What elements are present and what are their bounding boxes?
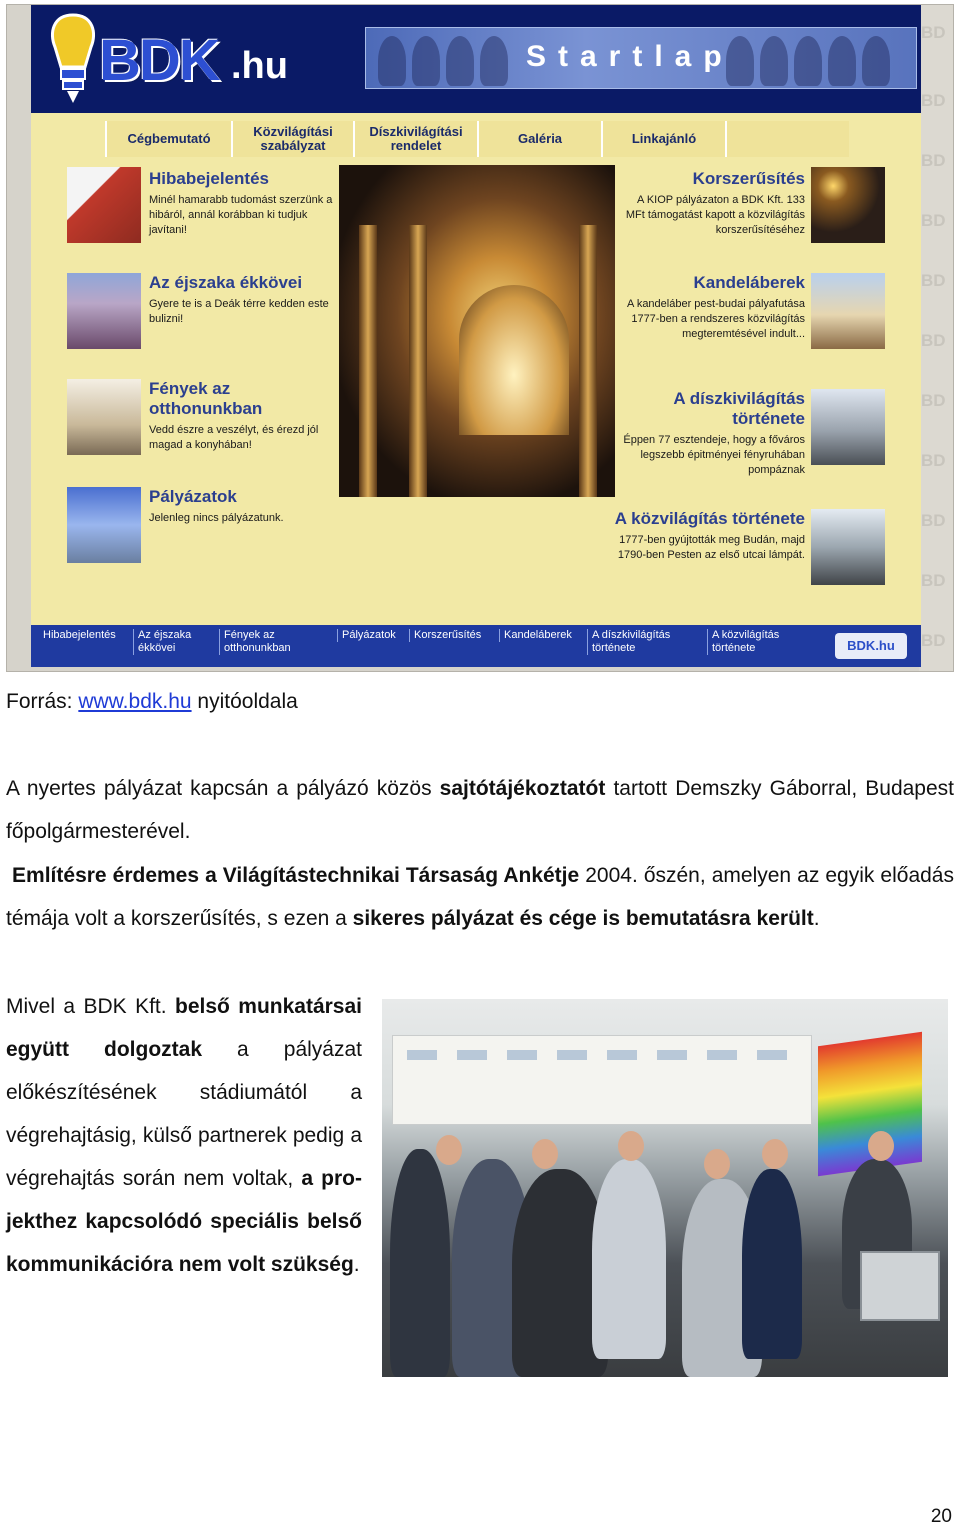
parliament-night-photo [339, 165, 615, 497]
watermark-text: BD [921, 451, 946, 470]
bdk-homepage [31, 5, 921, 667]
text-run: tartott Demszky Gáborral, Budapest főpolgármesterével. [6, 777, 954, 843]
block-text: Jelenleg nincs pályázatunk. [149, 512, 284, 524]
block-text: Gyere te is a Deák térre kedden este bulizni! [149, 298, 329, 325]
source-link[interactable]: www.bdk.hu [78, 690, 192, 713]
text-run: 2004. őszén, amelyen az egyik előadás témája volt a korszerűsítés, s ezen a [6, 864, 954, 930]
block-text: Minél hamarabb tudomást szerzünk a hibáról, annál korábban ki tudjuk javítani! [149, 194, 333, 236]
text-run: A nyertes pályázat kapcsán a pályázó közös [6, 777, 440, 800]
lightbulb-icon [45, 11, 101, 107]
watermark-strip [919, 5, 953, 671]
block-ejszaka-ekkovei[interactable] [149, 273, 333, 327]
bottom-link-ejszaka[interactable]: Az éjszaka ékkövei [133, 629, 219, 655]
bottom-link-kandelaberek[interactable]: Kandeláberek [499, 629, 587, 642]
nav-item-diszkivilagitasi-rendelet[interactable]: Díszkivilágítási rendelet [353, 121, 477, 157]
nav-item-kozvilagitasi-szabalyzat[interactable]: Közvilágítási szabályzat [231, 121, 353, 157]
kitchen-thumbnail[interactable] [67, 379, 141, 455]
logo-domain: .hu [231, 45, 288, 87]
text-run: a pályázat előkészítésének stádiumától a végrehajtásig, külső partnerek pedig a végrehajtás során nem voltak, [6, 1038, 362, 1190]
watermark-text: BD [921, 511, 946, 530]
nav-item-cegbemutato[interactable]: Cégbemutató [105, 121, 231, 157]
block-palyazatok[interactable] [149, 487, 333, 526]
watermark-text: BD [921, 151, 946, 170]
kandelaber-thumbnail[interactable] [811, 273, 885, 349]
paragraph-press-conference [6, 767, 954, 853]
watermark-text: BD [921, 571, 946, 590]
text-run: . [353, 1253, 360, 1276]
laptop-icon [860, 1251, 940, 1321]
watermark-text: BD [921, 631, 946, 650]
logo-text[interactable]: BDK [99, 28, 219, 93]
bottom-logo[interactable]: BDK.hu [835, 633, 907, 659]
caption-suffix: nyitóoldala [191, 690, 298, 713]
street-thumbnail[interactable] [811, 509, 885, 585]
bottom-link-palyazatok[interactable]: Pályázatok [337, 629, 411, 642]
block-fenyek-otthonunkban[interactable] [149, 379, 333, 453]
block-title[interactable]: Kandeláberek [693, 273, 805, 292]
watermark-text: BD [921, 331, 946, 350]
conference-audience-photo [382, 999, 948, 1377]
bottom-nav [31, 625, 921, 667]
site-header [31, 5, 921, 113]
block-title[interactable]: Az éjszaka ékkövei [149, 273, 303, 292]
block-text: A KIOP pályázaton a BDK Kft. 133 MFt támogatást kapott a közvilágítás korszerűsítéséhez [625, 194, 805, 236]
bold-run: belső munkatársai együtt dolgoztak [6, 995, 362, 1061]
watermark-text: BD [921, 271, 946, 290]
bottom-link-diszkivilagitas[interactable]: A díszkivilágítás története [587, 629, 703, 655]
bold-run: sikeres pályázat és cége is bemutatásra került [352, 907, 814, 930]
text-run: . [813, 907, 820, 930]
header-banner [365, 27, 917, 89]
bold-run: a projekthez kapcsolódó speciális belső kommunikációra nem volt szükség [6, 1167, 363, 1276]
figure-caption [6, 688, 298, 716]
bold-run: Említésre érdemes a Világítástechnikai Társaság Ankétje [12, 864, 580, 887]
watermark-text: BD [921, 391, 946, 410]
watermark-text: BD [921, 91, 946, 110]
banner-title: Startlap [526, 40, 734, 73]
bottom-link-hibabejelentes[interactable]: Hibabejelentés [43, 629, 116, 641]
night-building-thumbnail[interactable] [67, 273, 141, 349]
text-run: Mivel a BDK Kft. [6, 995, 176, 1018]
block-text: Vedd észre a veszélyt, és érezd jól magad a konyhában! [149, 424, 319, 451]
paragraph-internal-communication [6, 985, 362, 1286]
castle-thumbnail[interactable] [811, 389, 885, 465]
block-text: A kandeláber pest-budai pályafutása 1777-ben a rendszeres közvilágítás megteremtésével indult... [627, 298, 805, 340]
block-title[interactable]: Fények az otthonunkban [149, 379, 263, 418]
paragraph-anket [6, 854, 954, 940]
watermark-text: BD [921, 23, 946, 42]
caption-prefix: Forrás: [6, 690, 79, 713]
bottom-link-fenyek[interactable]: Fények az otthonunkban [219, 629, 331, 655]
watermark-text: BD [921, 211, 946, 230]
block-text: Éppen 77 esztendeje, hogy a főváros legszebb épitményei fényruhában pompáznak [623, 434, 805, 476]
block-diszkivilagitas-tortenete[interactable] [621, 389, 805, 478]
bold-run: sajtótájékoztatót [439, 777, 606, 800]
block-title[interactable]: Hibabejelentés [149, 169, 269, 188]
bottom-link-korszerusites[interactable]: Korszerűsítés [409, 629, 501, 642]
block-hibabejelentes[interactable] [149, 169, 333, 238]
worker-thumbnail[interactable] [67, 167, 141, 243]
block-title[interactable]: A díszkivilágítás története [673, 389, 805, 428]
block-korszerusites[interactable] [621, 169, 805, 238]
nav-item-galeria[interactable]: Galéria [477, 121, 601, 157]
bottom-link-kozvilagitas[interactable]: A közvilágítás története [707, 629, 819, 655]
nav-item-empty [725, 121, 849, 157]
block-text: 1777-ben gyújtották meg Budán, majd 1790-ben Pesten az első utcai lámpát. [617, 534, 805, 561]
block-title[interactable]: Korszerűsítés [692, 169, 805, 188]
nav-item-linkajanlo[interactable]: Linkajánló [601, 121, 725, 157]
old-lamp-thumbnail[interactable] [811, 167, 885, 243]
block-title[interactable]: Pályázatok [149, 487, 237, 506]
page-number: 20 [930, 1506, 952, 1527]
top-nav [105, 121, 905, 157]
block-kandelaberek[interactable] [621, 273, 805, 342]
street-lamps-thumbnail[interactable] [67, 487, 141, 563]
website-screenshot [6, 4, 954, 672]
block-title[interactable]: A közvilágítás története [614, 509, 805, 528]
block-kozvilagitas-tortenete[interactable] [605, 509, 805, 563]
